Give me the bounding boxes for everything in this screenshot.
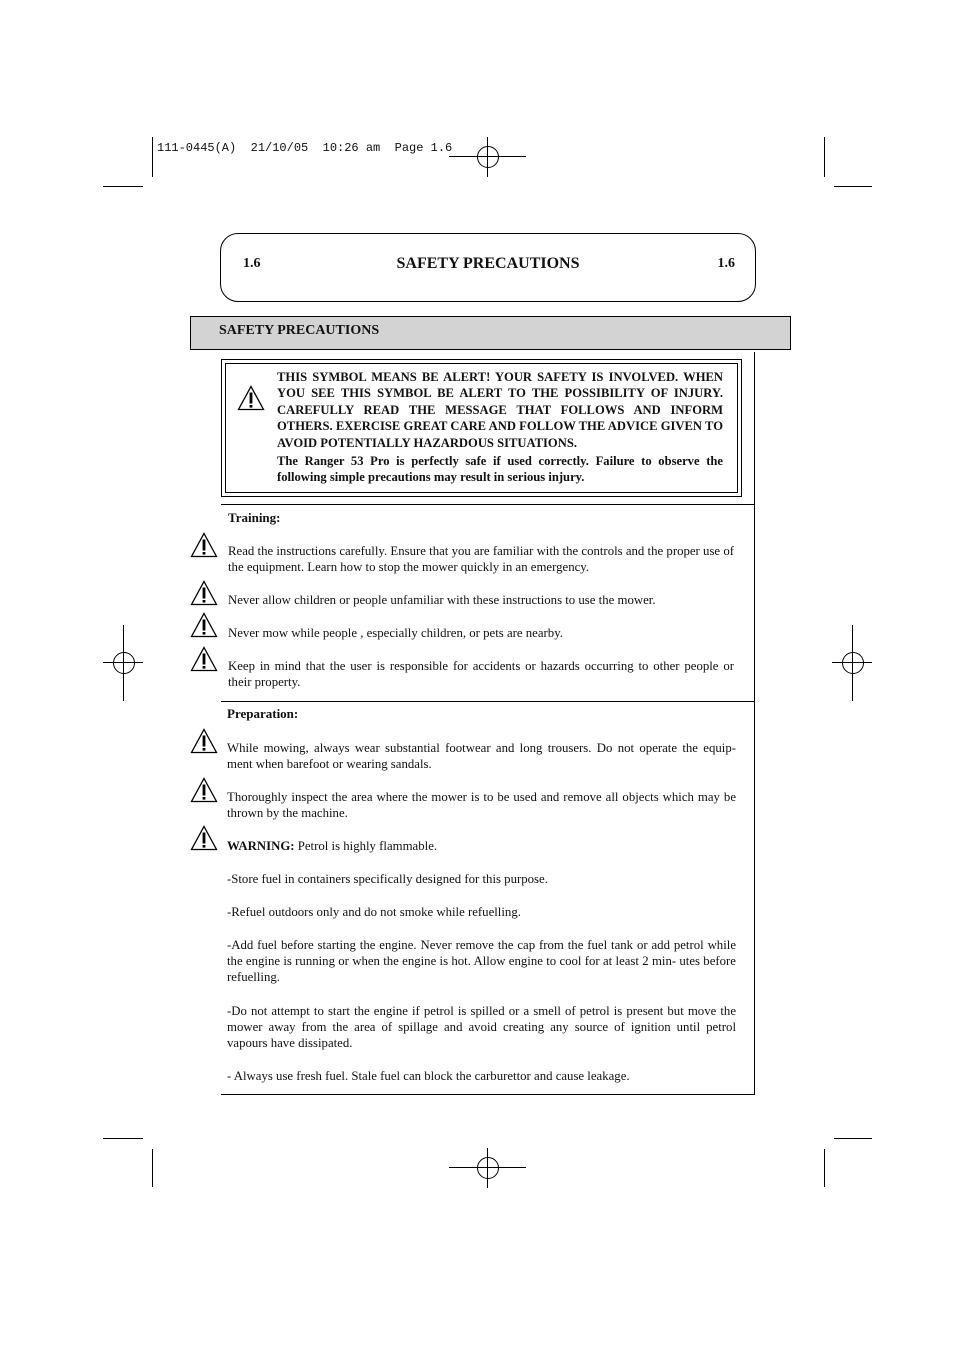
warning-triangle-icon (190, 728, 218, 754)
warning-triangle-icon (190, 580, 218, 606)
alert-note-text: The Ranger 53 Pro is perfectly safe if used correctly. Failure to observe the following simple precautions may result in serious injury. (277, 454, 723, 485)
section-number-right: 1.6 (717, 256, 735, 271)
section-band (190, 316, 791, 350)
list-item: - Always use fresh fuel. Stale fuel can block the carburettor and cause leakage. (227, 1069, 630, 1083)
section-number-left: 1.6 (243, 256, 261, 271)
warning-triangle-icon (190, 777, 218, 803)
divider (221, 701, 755, 702)
list-item: Never mow while people , especially children, or pets are nearby. (228, 626, 563, 640)
divider (221, 1094, 755, 1095)
list-item: While mowing, always wear substantial footwear and long trousers. Do not operate the equip- ment when barefoot or wearing sandals. (227, 741, 736, 772)
list-item: -Add fuel before starting the engine. Never remove the cap from the fuel tank or add petrol while the engine is running or when the engine is hot. Allow engine to cool for at least 2 min- utes before refuelling. (227, 938, 736, 985)
list-item: Read the instructions carefully. Ensure that you are familiar with the controls and the proper use of the equipment. Learn how to stop the mower quickly in an emergency. (228, 544, 734, 575)
safety-alert-box (221, 359, 742, 497)
alert-message (277, 369, 723, 486)
warning-text: Petrol is highly flammable. (294, 839, 438, 853)
list-item: -Store fuel in containers specifically designed for this purpose. (227, 872, 548, 886)
band-title: SAFETY PRECAUTIONS (219, 323, 380, 338)
warning-label: WARNING: (227, 839, 295, 853)
print-header: 111-0445(A) 21/10/05 10:26 am Page 1.6 (157, 141, 453, 155)
warning-triangle-icon (190, 646, 218, 672)
training-heading: Training: (228, 510, 281, 525)
list-item: Thoroughly inspect the area where the mower is to be used and remove all objects which may be thrown by the machine. (227, 790, 736, 821)
section-header (220, 233, 756, 302)
page-title: SAFETY PRECAUTIONS (396, 255, 580, 272)
warning-triangle-icon (237, 385, 265, 411)
preparation-heading: Preparation: (227, 706, 299, 721)
alert-caps-text: THIS SYMBOL MEANS BE ALERT! YOUR SAFETY IS INVOLVED. WHEN YOU SEE THIS SYMBOL BE ALERT TO THE POSSIBILITY OF INJURY. CAREFULLY READ THE MESSAGE THAT FOLLOWS AND INFORM OTHERS. EXERCISE GREAT CARE AND FOLLOW THE ADVICE GIVEN TO AVOID POTENTIALLY HAZARDOUS SITUATIONS. (277, 370, 723, 450)
warning-triangle-icon (190, 532, 218, 558)
content-right-border (754, 352, 755, 1094)
warning-triangle-icon (190, 825, 218, 851)
list-item: Never allow children or people unfamiliar with these instructions to use the mower. (228, 593, 656, 607)
warning-triangle-icon (190, 612, 218, 638)
list-item: -Refuel outdoors only and do not smoke while refuelling. (227, 905, 521, 919)
list-item: Keep in mind that the user is responsible for accidents or hazards occurring to other people or their property. (228, 659, 734, 690)
list-item: -Do not attempt to start the engine if petrol is spilled or a smell of petrol is present but move the mower away from the area of spillage and avoid creating any source of ignition until petrol vapours have dissipated. (227, 1004, 736, 1051)
divider (221, 504, 755, 505)
fuel-warning (227, 838, 736, 854)
